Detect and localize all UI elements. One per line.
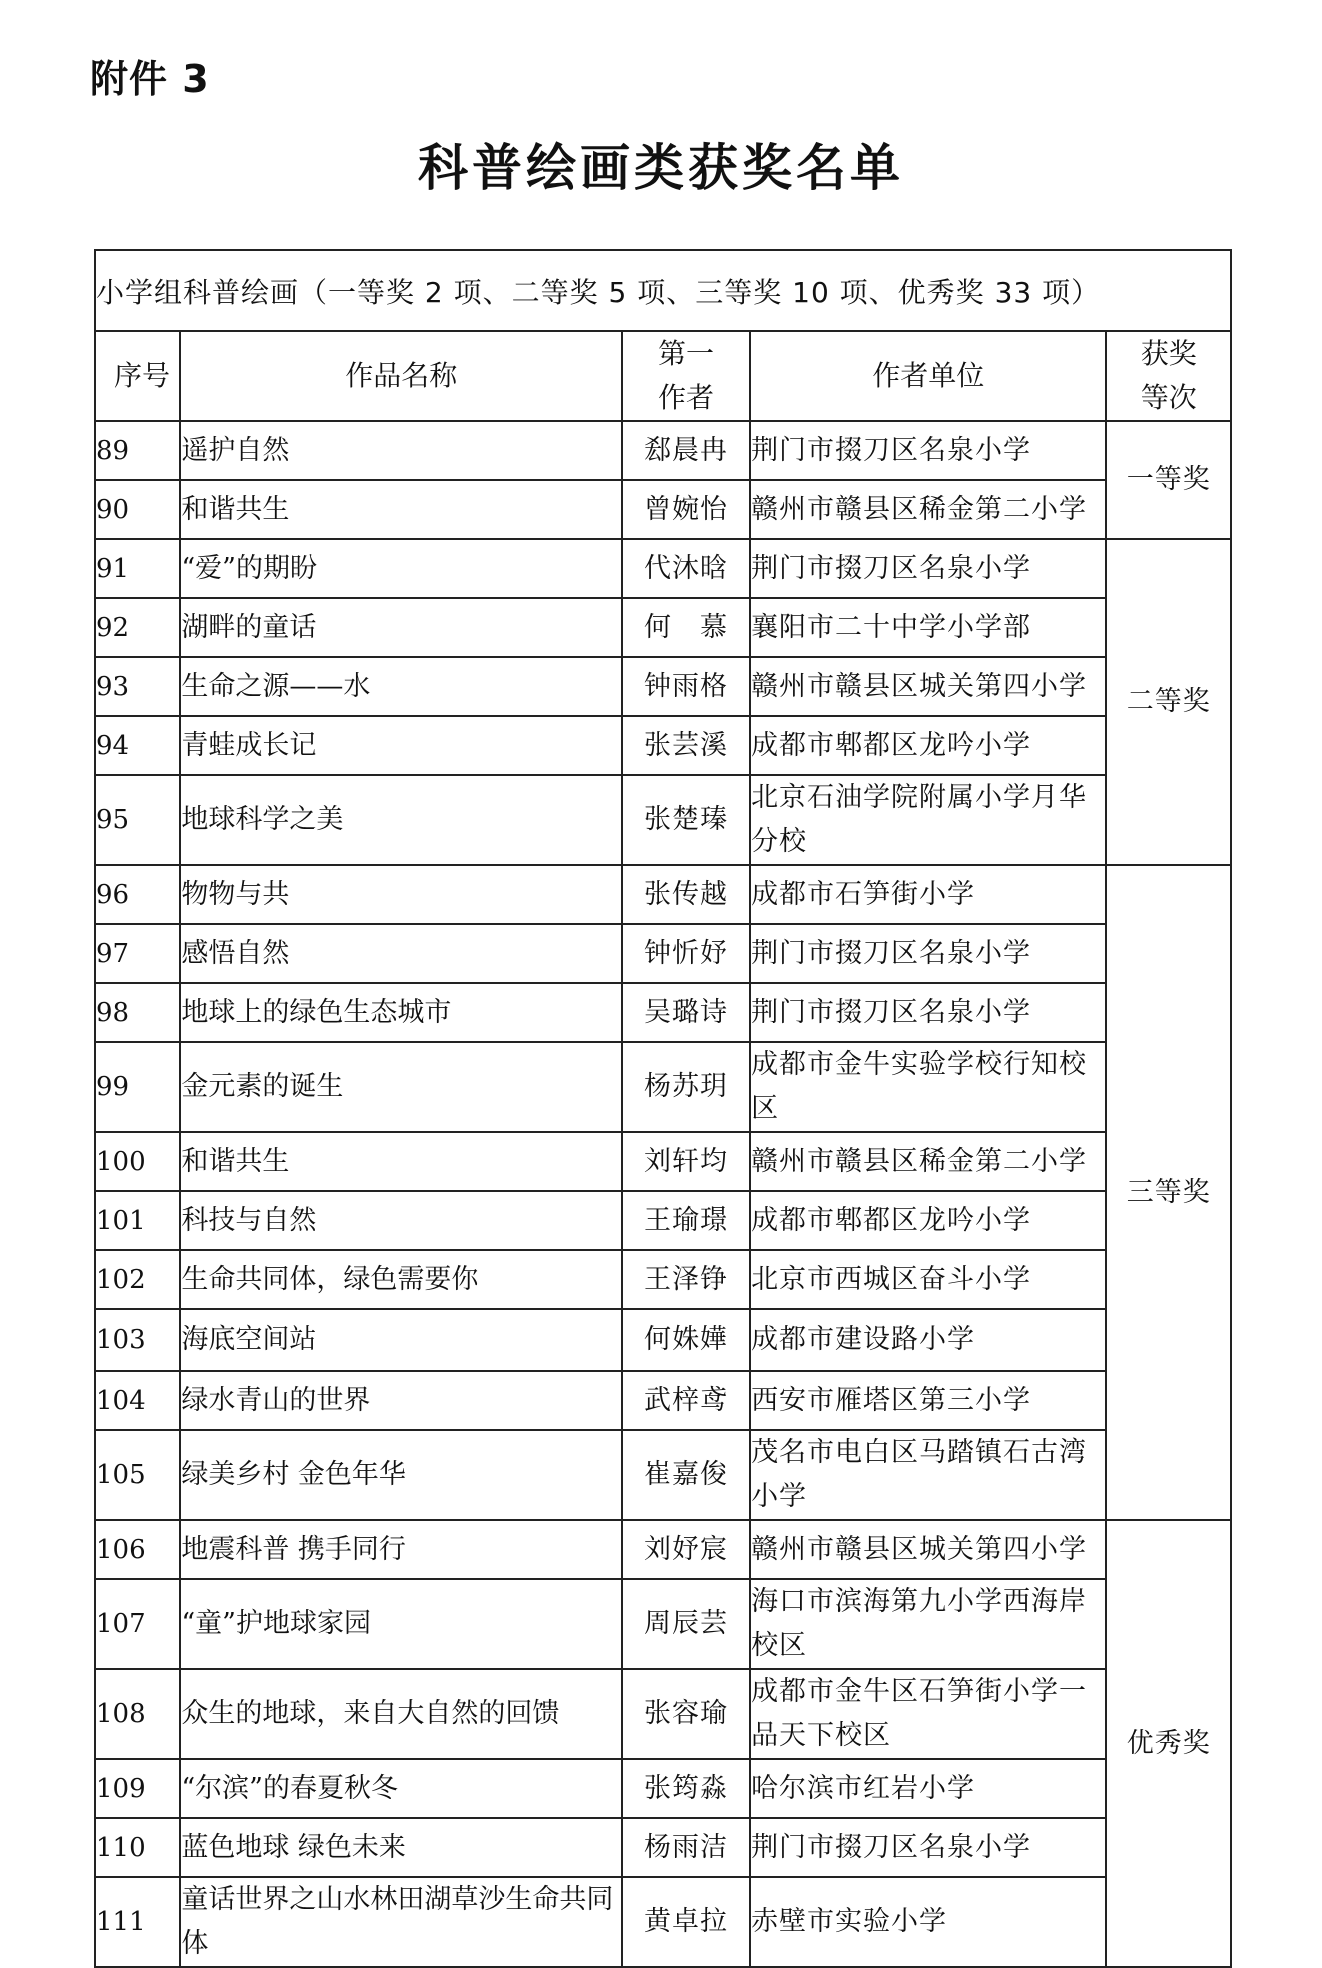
column-header-title: 作品名称 (180, 331, 622, 421)
award-level-first: 一等奖 (1106, 421, 1231, 539)
author-unit: 赤壁市实验小学 (750, 1877, 1106, 1967)
work-title: 生命之源——水 (180, 657, 622, 716)
group-heading: 小学组科普绘画（一等奖 2 项、二等奖 5 项、三等奖 10 项、优秀奖 33 项） (95, 250, 1231, 331)
work-title: “尔滨”的春夏秋冬 (180, 1759, 622, 1818)
author-unit: 成都市金牛区石笋街小学一品天下校区 (750, 1669, 1106, 1759)
table-row (95, 716, 1231, 775)
row-number: 111 (95, 1877, 180, 1967)
column-header-no: 序号 (95, 331, 180, 421)
author-unit: 赣州市赣县区稀金第二小学 (750, 480, 1106, 539)
first-author: 周辰芸 (622, 1579, 750, 1669)
first-author: 代沐晗 (622, 539, 750, 598)
award-level-third: 三等奖 (1106, 865, 1231, 1520)
row-number: 109 (95, 1759, 180, 1818)
work-title: 感悟自然 (180, 924, 622, 983)
author-unit: 荆门市掇刀区名泉小学 (750, 539, 1106, 598)
table-row (95, 1042, 1231, 1132)
table-row (95, 1759, 1231, 1818)
first-author: 武梓鸢 (622, 1371, 750, 1430)
page-title: 科普绘画类获奖名单 (418, 138, 904, 197)
table-row (95, 1430, 1231, 1520)
work-title: 众生的地球，来自大自然的回馈 (180, 1669, 622, 1759)
work-title: 科技与自然 (180, 1191, 622, 1250)
first-author: 张筠淼 (622, 1759, 750, 1818)
row-number: 92 (95, 598, 180, 657)
author-unit: 赣州市赣县区城关第四小学 (750, 657, 1106, 716)
work-title: 海底空间站 (180, 1309, 622, 1371)
group-heading-row (95, 250, 1231, 331)
row-number: 104 (95, 1371, 180, 1430)
row-number: 101 (95, 1191, 180, 1250)
row-number: 93 (95, 657, 180, 716)
table-row (95, 539, 1231, 598)
column-header-author-line1: 第一 (658, 337, 715, 370)
row-number: 89 (95, 421, 180, 480)
first-author: 吴璐诗 (622, 983, 750, 1042)
column-header-award-line1: 获奖 (1140, 337, 1197, 370)
first-author: 杨苏玥 (622, 1042, 750, 1132)
column-header-unit: 作者单位 (750, 331, 1106, 421)
work-title: 和谐共生 (180, 1132, 622, 1191)
work-title: 物物与共 (180, 865, 622, 924)
first-author: 杨雨洁 (622, 1818, 750, 1877)
table-row (95, 657, 1231, 716)
author-unit: 西安市雁塔区第三小学 (750, 1371, 1106, 1430)
row-number: 110 (95, 1818, 180, 1877)
table-row (95, 1309, 1231, 1371)
author-unit: 成都市建设路小学 (750, 1309, 1106, 1371)
work-title: “爱”的期盼 (180, 539, 622, 598)
work-title: “童”护地球家园 (180, 1579, 622, 1669)
work-title: 地球科学之美 (180, 775, 622, 865)
award-table (94, 249, 1232, 1968)
author-unit: 哈尔滨市红岩小学 (750, 1759, 1106, 1818)
work-title: 遥护自然 (180, 421, 622, 480)
table-row (95, 1520, 1231, 1579)
table-row (95, 1132, 1231, 1191)
table-row (95, 983, 1231, 1042)
work-title: 绿美乡村 金色年华 (180, 1430, 622, 1520)
first-author: 张芸溪 (622, 716, 750, 775)
work-title: 青蛙成长记 (180, 716, 622, 775)
work-title: 地震科普 携手同行 (180, 1520, 622, 1579)
row-number: 96 (95, 865, 180, 924)
work-title: 湖畔的童话 (180, 598, 622, 657)
table-row (95, 1818, 1231, 1877)
first-author: 钟忻妤 (622, 924, 750, 983)
attachment-label: 附件 3 (90, 57, 210, 101)
author-unit: 北京市西城区奋斗小学 (750, 1250, 1106, 1309)
author-unit: 襄阳市二十中学小学部 (750, 598, 1106, 657)
first-author: 何 慕 (622, 598, 750, 657)
first-author: 崔嘉俊 (622, 1430, 750, 1520)
first-author: 王瑜璟 (622, 1191, 750, 1250)
table-row (95, 598, 1231, 657)
row-number: 97 (95, 924, 180, 983)
author-unit: 赣州市赣县区稀金第二小学 (750, 1132, 1106, 1191)
first-author: 郄晨冉 (622, 421, 750, 480)
table-row (95, 421, 1231, 480)
table-row (95, 480, 1231, 539)
row-number: 105 (95, 1430, 180, 1520)
first-author: 张容瑜 (622, 1669, 750, 1759)
column-header-award (1106, 331, 1231, 421)
first-author: 张楚瑧 (622, 775, 750, 865)
row-number: 103 (95, 1309, 180, 1371)
author-unit: 荆门市掇刀区名泉小学 (750, 924, 1106, 983)
work-title: 生命共同体，绿色需要你 (180, 1250, 622, 1309)
table-row (95, 1669, 1231, 1759)
table-row (95, 1579, 1231, 1669)
work-title: 绿水青山的世界 (180, 1371, 622, 1430)
table-row (95, 924, 1231, 983)
row-number: 102 (95, 1250, 180, 1309)
table-row (95, 1191, 1231, 1250)
first-author: 何姝嬅 (622, 1309, 750, 1371)
column-header-row (95, 331, 1231, 421)
author-unit: 成都市郫都区龙吟小学 (750, 716, 1106, 775)
row-number: 99 (95, 1042, 180, 1132)
author-unit: 赣州市赣县区城关第四小学 (750, 1520, 1106, 1579)
work-title: 和谐共生 (180, 480, 622, 539)
work-title: 地球上的绿色生态城市 (180, 983, 622, 1042)
first-author: 曾婉怡 (622, 480, 750, 539)
table-row (95, 1877, 1231, 1967)
first-author: 刘妤宸 (622, 1520, 750, 1579)
work-title: 童话世界之山水林田湖草沙生命共同体 (180, 1877, 622, 1967)
author-unit: 荆门市掇刀区名泉小学 (750, 983, 1106, 1042)
table-row (95, 775, 1231, 865)
column-header-award-line2: 等次 (1140, 381, 1197, 414)
first-author: 刘轩均 (622, 1132, 750, 1191)
row-number: 90 (95, 480, 180, 539)
row-number: 94 (95, 716, 180, 775)
table-row (95, 1371, 1231, 1430)
first-author: 张传越 (622, 865, 750, 924)
row-number: 98 (95, 983, 180, 1042)
column-header-author-line2: 作者 (658, 381, 715, 414)
row-number: 108 (95, 1669, 180, 1759)
row-number: 106 (95, 1520, 180, 1579)
first-author: 钟雨格 (622, 657, 750, 716)
first-author: 黄卓拉 (622, 1877, 750, 1967)
row-number: 100 (95, 1132, 180, 1191)
award-level-excellence: 优秀奖 (1106, 1520, 1231, 1967)
work-title: 蓝色地球 绿色未来 (180, 1818, 622, 1877)
row-number: 95 (95, 775, 180, 865)
column-header-author (622, 331, 750, 421)
author-unit: 荆门市掇刀区名泉小学 (750, 1818, 1106, 1877)
table-row (95, 1250, 1231, 1309)
row-number: 91 (95, 539, 180, 598)
award-level-second: 二等奖 (1106, 539, 1231, 865)
work-title: 金元素的诞生 (180, 1042, 622, 1132)
author-unit: 海口市滨海第九小学西海岸校区 (750, 1579, 1106, 1669)
author-unit: 北京石油学院附属小学月华分校 (750, 775, 1106, 865)
author-unit: 成都市石笋街小学 (750, 865, 1106, 924)
row-number: 107 (95, 1579, 180, 1669)
first-author: 王泽铮 (622, 1250, 750, 1309)
author-unit: 茂名市电白区马踏镇石古湾小学 (750, 1430, 1106, 1520)
author-unit: 荆门市掇刀区名泉小学 (750, 421, 1106, 480)
author-unit: 成都市郫都区龙吟小学 (750, 1191, 1106, 1250)
table-row (95, 865, 1231, 924)
author-unit: 成都市金牛实验学校行知校区 (750, 1042, 1106, 1132)
